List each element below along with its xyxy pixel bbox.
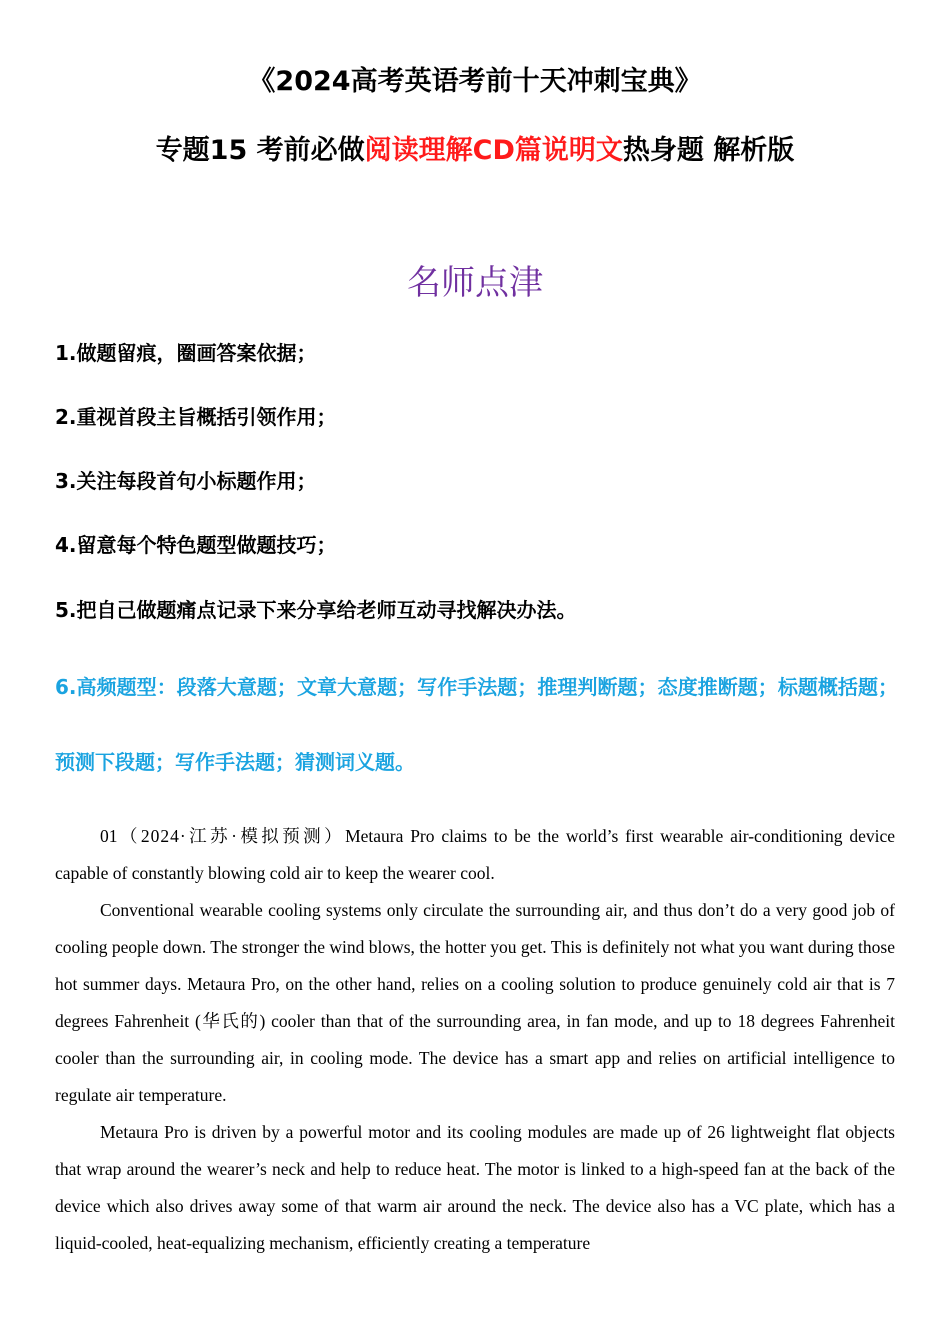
document-subtitle [0, 133, 950, 169]
passage-source: （2024·江苏·模拟预测） [117, 826, 346, 846]
tip-item: 3.关注每段首句小标题作用； [55, 469, 317, 493]
passage-paragraph: Metaura Pro is driven by a powerful motor and its cooling modules are made up of 26 lightweight flat objects that wrap around the wearer’s neck and help to reduce heat. The motor is linked to a high-speed fan at the back of the device which also drives away some of that warm air around the neck. The device also has a VC plate, which has a liquid-cooled, heat-equalizing mechanism, efficiently creating a temperature [55, 1122, 895, 1253]
tip-item: 2.重视首段主旨概括引领作用； [55, 405, 337, 429]
passage-number: 01 [100, 826, 118, 846]
tip-item: 5.把自己做题痛点记录下来分享给老师互动寻找解决办法。 [55, 598, 577, 622]
subtitle-suffix: 热身题 解析版 [622, 135, 795, 166]
subtitle-prefix: 专题15 考前必做 [155, 135, 365, 166]
section-heading: 名师点津 [407, 263, 543, 303]
tip-highlight-question-types: 6.高频题型：段落大意题；文章大意题；写作手法题；推理判断题；态度推断题；标题概括题；预测下段题；写作手法题；猜测词义题。 [55, 675, 898, 774]
document-title [0, 64, 950, 100]
passage-paragraph: Conventional wearable cooling systems only circulate the surrounding air, and thus don’t do a very good job of cooling people down. The stronger the wind blows, the hotter you get. This is definitely not what you want during those hot summer days. Metaura Pro, on the other hand, relies on a cooling solution to produce genuinely cold air that is 7 degrees Fahrenheit (华氏的) cooler than that of the surrounding area, in fan mode, and up to 18 degrees Fahrenheit cooler than the surrounding air, in cooling mode. The device has a smart app and relies on artificial intelligence to regulate air temperature. [55, 900, 895, 1105]
passage-paragraph-text: Metaura Pro claims to be the world’s first wearable air-conditioning device capable of constantly blowing cold air to keep the wearer cool. [55, 826, 896, 883]
tip-item: 1.做题留痕，圈画答案依据； [55, 341, 317, 365]
tip-item: 4.留意每个特色题型做题技巧； [55, 533, 337, 557]
reading-passage [55, 818, 895, 1262]
passage-paragraph [55, 818, 895, 892]
title-line1-text: 《2024高考英语考前十天冲刺宝典》 [248, 66, 702, 97]
subtitle-highlight: 阅读理解CD篇说明文 [364, 135, 623, 166]
